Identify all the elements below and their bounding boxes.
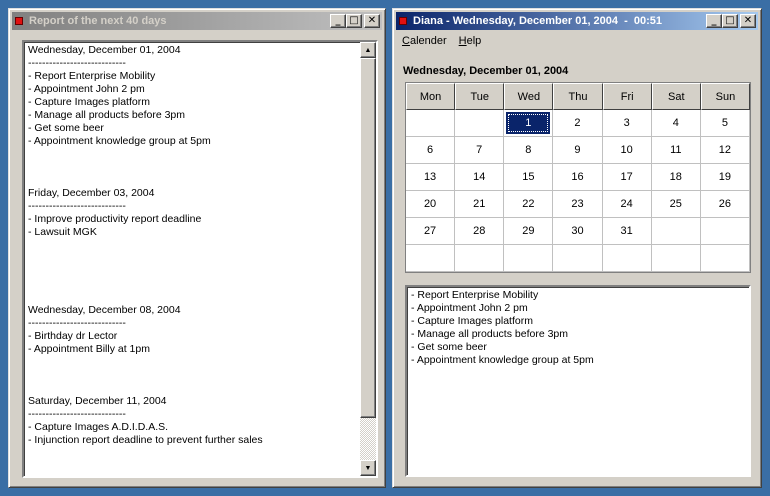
calendar-day-cell[interactable]: 15 <box>504 164 553 191</box>
selected-day[interactable]: 1 <box>506 112 550 134</box>
vertical-scrollbar[interactable] <box>360 42 376 476</box>
weekday-header: Tue <box>455 83 504 110</box>
calendar-day-cell[interactable]: 25 <box>652 191 701 218</box>
minimize-button[interactable]: _ <box>706 14 722 28</box>
menu-bar <box>396 32 758 50</box>
calendar-day-cell[interactable]: 7 <box>455 137 504 164</box>
calendar-day-cell[interactable] <box>553 245 602 272</box>
calendar-day-cell[interactable]: 8 <box>504 137 553 164</box>
calendar-day-cell[interactable]: 21 <box>455 191 504 218</box>
close-button[interactable]: ✕ <box>740 14 756 28</box>
diana-titlebar[interactable] <box>396 12 758 30</box>
month-calendar <box>405 82 751 273</box>
calendar-day-cell[interactable]: 6 <box>406 137 455 164</box>
calendar-day-cell[interactable] <box>701 245 750 272</box>
weekday-header: Fri <box>603 83 652 110</box>
calendar-day-cell[interactable] <box>603 245 652 272</box>
weekday-header: Mon <box>406 83 455 110</box>
minimize-button[interactable]: _ <box>330 14 346 28</box>
calendar-day-cell[interactable]: 20 <box>406 191 455 218</box>
weekday-header: Sun <box>701 83 750 110</box>
calendar-day-cell[interactable] <box>406 245 455 272</box>
scroll-up-arrow-icon[interactable]: ▲ <box>360 42 376 58</box>
calendar-day-cell[interactable]: 24 <box>603 191 652 218</box>
diana-window-title: Diana - Wednesday, December 01, 2004 - 00:51 <box>413 15 663 27</box>
calendar-day-cell[interactable]: 4 <box>652 110 701 137</box>
maximize-button[interactable]: □ <box>346 14 362 28</box>
calendar-day-cell[interactable]: 17 <box>603 164 652 191</box>
calendar-day-cell[interactable]: 3 <box>603 110 652 137</box>
scroll-down-arrow-icon[interactable]: ▼ <box>360 460 376 476</box>
calendar-day-cell[interactable]: 31 <box>603 218 652 245</box>
report-titlebar[interactable] <box>12 12 382 30</box>
scrollbar-thumb[interactable] <box>360 58 376 418</box>
close-button[interactable]: ✕ <box>364 14 380 28</box>
calendar-day-cell[interactable] <box>455 245 504 272</box>
calendar-day-cell[interactable] <box>701 218 750 245</box>
calendar-day-cell[interactable] <box>455 110 504 137</box>
calendar-day-cell[interactable] <box>652 218 701 245</box>
selected-date-label: Wednesday, December 01, 2004 <box>403 65 569 77</box>
maximize-button[interactable]: □ <box>722 14 738 28</box>
app-icon[interactable] <box>15 17 23 25</box>
weekday-header: Sat <box>652 83 701 110</box>
calendar-day-cell[interactable]: 23 <box>553 191 602 218</box>
calendar-day-cell[interactable]: 5 <box>701 110 750 137</box>
calendar-day-cell[interactable]: 22 <box>504 191 553 218</box>
menu-calender[interactable]: Calender <box>402 35 447 47</box>
calendar-day-cell[interactable]: 18 <box>652 164 701 191</box>
calendar-day-cell[interactable] <box>406 110 455 137</box>
calendar-day-cell[interactable] <box>504 110 553 137</box>
calendar-day-cell[interactable]: 30 <box>553 218 602 245</box>
calendar-day-cell[interactable]: 9 <box>553 137 602 164</box>
report-textarea[interactable] <box>22 40 378 478</box>
calendar-day-cell[interactable]: 12 <box>701 137 750 164</box>
calendar-day-cell[interactable]: 29 <box>504 218 553 245</box>
calendar-day-cell[interactable] <box>504 245 553 272</box>
calendar-day-cell[interactable]: 28 <box>455 218 504 245</box>
calendar-day-cell[interactable]: 11 <box>652 137 701 164</box>
calendar-day-cell[interactable]: 27 <box>406 218 455 245</box>
menu-help[interactable]: Help <box>458 35 482 47</box>
diana-window <box>392 8 762 488</box>
calendar-day-cell[interactable]: 2 <box>553 110 602 137</box>
calendar-day-cell[interactable] <box>652 245 701 272</box>
app-icon[interactable] <box>399 17 407 25</box>
calendar-day-cell[interactable]: 19 <box>701 164 750 191</box>
weekday-header: Thu <box>553 83 602 110</box>
report-text: Wednesday, December 01, 2004 ---------------------------- - Report Enterprise Mobility - Appointment John 2 pm - Capture Images platform - Manage all products before 3pm - Get some beer - Appointment knowledge group at 5pm Friday, December 03, 2004 ---------------------------- - Improve productivity report deadline - Lawsuit MGK Wednesday, December 08, 2004 ---------------------------- - Birthday dr Lector - Appointment Billy at 1pm Saturday, December 11, 2004 ---------------------------- - Capture Images A.D.I.D.A.S. - Injunction report deadline to prevent further sales <box>28 44 263 446</box>
weekday-header: Wed <box>504 83 553 110</box>
report-window-title: Report of the next 40 days <box>29 15 167 27</box>
calendar-day-cell[interactable]: 26 <box>701 191 750 218</box>
day-notes-textarea[interactable]: - Report Enterprise Mobility - Appointment John 2 pm - Capture Images platform - Manage all products before 3pm - Get some beer - Appointment knowledge group at 5pm <box>405 285 751 477</box>
calendar-day-cell[interactable]: 10 <box>603 137 652 164</box>
calendar-day-cell[interactable]: 16 <box>553 164 602 191</box>
report-window <box>8 8 386 488</box>
calendar-day-cell[interactable]: 13 <box>406 164 455 191</box>
calendar-day-cell[interactable]: 14 <box>455 164 504 191</box>
